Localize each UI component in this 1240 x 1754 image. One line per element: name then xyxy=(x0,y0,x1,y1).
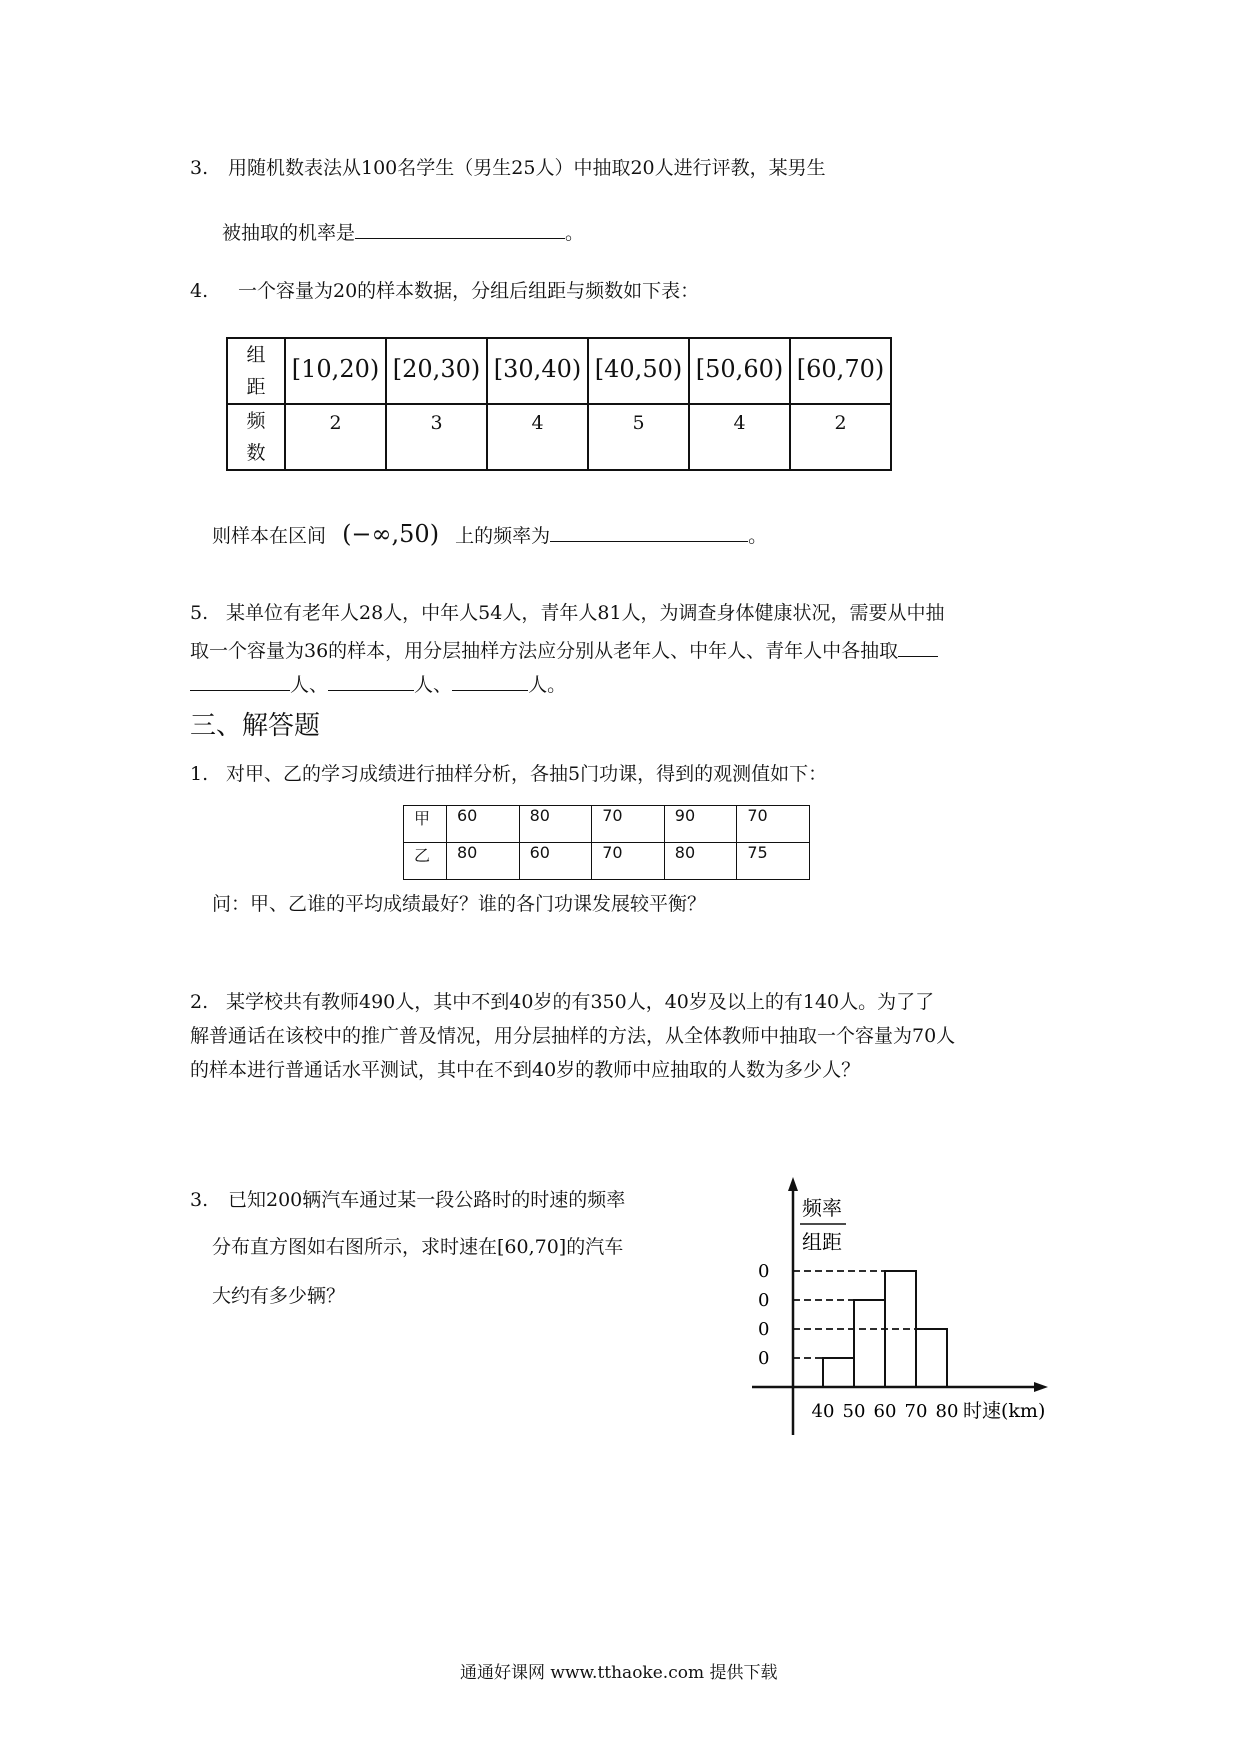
table-row-label: 组 距 xyxy=(227,338,285,404)
q5-line2-wrap xyxy=(190,636,938,663)
interval-cell: [40,50) xyxy=(588,338,689,404)
count-cell: 4 xyxy=(689,404,790,470)
interval-cell: [60,70) xyxy=(790,338,891,404)
q4-number: 4. xyxy=(190,280,209,302)
count-cell: 5 xyxy=(588,404,689,470)
histogram-bar xyxy=(916,1329,947,1387)
q3-line2: 被抽取的机率是 xyxy=(222,222,356,244)
q5-line1: 某单位有老年人28人，中年人54人，青年人81人，为调查身体健康状况，需要从中抽 xyxy=(226,602,945,624)
table-row xyxy=(404,806,810,843)
histogram-axes xyxy=(752,1177,1048,1435)
a1-number: 1. xyxy=(190,763,209,785)
score-cell: 60 xyxy=(519,843,592,880)
q4-intro: 一个容量为20的样本数据，分组后组距与频数如下表： xyxy=(238,280,700,302)
q3-answer-blank[interactable] xyxy=(355,218,565,239)
y-tick-label: 0 xyxy=(758,1319,770,1340)
a3-line2: 分布直方图如右图所示，求时速在[60,70]的汽车 xyxy=(212,1236,624,1258)
scores-table xyxy=(403,805,810,880)
q5-blank-1a[interactable] xyxy=(898,636,938,657)
table-row-label: 频 数 xyxy=(227,404,285,470)
score-cell: 70 xyxy=(737,806,810,843)
a2-number: 2. xyxy=(190,991,209,1013)
q5-blank-3[interactable] xyxy=(452,670,528,691)
x-tick-label: 50 xyxy=(842,1401,866,1422)
histogram-bar xyxy=(823,1358,854,1387)
score-cell: 80 xyxy=(447,843,520,880)
score-cell: 80 xyxy=(664,843,737,880)
x-tick-label: 40 xyxy=(811,1401,835,1422)
score-cell: 80 xyxy=(519,806,592,843)
count-cell: 4 xyxy=(487,404,588,470)
a2-line2: 解普通话在该校中的推广普及情况，用分层抽样的方法，从全体教师中抽取一个容量为70人 xyxy=(190,1025,956,1047)
interval-cell: [30,40) xyxy=(487,338,588,404)
score-cell: 70 xyxy=(592,843,665,880)
a3-number: 3. xyxy=(190,1189,209,1211)
q4-question xyxy=(212,520,767,549)
section-heading: 三、解答题 xyxy=(190,711,321,741)
q3-line1: 用随机数表法从100名学生（男生25人）中抽取20人进行评教，某男生 xyxy=(228,157,826,179)
x-tick-label: 60 xyxy=(873,1401,897,1422)
x-tick-label: 80 xyxy=(935,1401,959,1422)
interval-cell: [50,60) xyxy=(689,338,790,404)
a1-intro: 对甲、乙的学习成绩进行抽样分析，各抽5门功课，得到的观测值如下： xyxy=(226,763,828,785)
count-cell: 2 xyxy=(285,404,386,470)
q3-number: 3. xyxy=(190,157,209,179)
q4-question-post: 上的频率为 xyxy=(455,525,551,547)
q5-number: 5. xyxy=(190,602,209,624)
a3-line1: 已知200辆汽车通过某一段公路时的时速的频率 xyxy=(228,1189,626,1211)
y-tick-label: 0 xyxy=(758,1348,770,1369)
y-tick-label: 0 xyxy=(758,1261,770,1282)
row-label: 甲 xyxy=(404,806,447,843)
q4-question-pre: 则样本在区间 xyxy=(212,525,327,547)
histogram-bar xyxy=(885,1271,916,1387)
speed-histogram xyxy=(740,1165,1100,1435)
interval-cell: [20,30) xyxy=(386,338,487,404)
ylabel-top: 频率 xyxy=(802,1196,842,1220)
q5-blank-2[interactable] xyxy=(328,670,414,691)
row-label: 乙 xyxy=(404,843,447,880)
q4-end: 。 xyxy=(748,525,768,547)
score-cell: 75 xyxy=(737,843,810,880)
y-tick-label: 0 xyxy=(758,1290,770,1311)
table-row xyxy=(404,843,810,880)
score-cell: 90 xyxy=(664,806,737,843)
x-axis-label: 时速(km) xyxy=(963,1400,1046,1422)
histogram-bar xyxy=(854,1300,885,1387)
frequency-table xyxy=(226,337,892,471)
footer-text: 通通好课网 www.tthaoke.com 提供下载 xyxy=(460,1663,778,1683)
score-cell: 60 xyxy=(447,806,520,843)
q3-end: 。 xyxy=(565,222,585,244)
score-cell: 70 xyxy=(592,806,665,843)
interval-cell: [10,20) xyxy=(285,338,386,404)
count-cell: 2 xyxy=(790,404,891,470)
x-tick-label: 70 xyxy=(904,1401,928,1422)
a2-line1: 某学校共有教师490人，其中不到40岁的有350人，40岁及以上的有140人。为了了 xyxy=(226,991,935,1013)
a3-line3: 大约有多少辆？ xyxy=(212,1285,346,1307)
ylabel-bottom: 组距 xyxy=(802,1230,842,1254)
a1-question: 问：甲、乙谁的平均成绩最好？谁的各门功课发展较平衡？ xyxy=(212,893,707,915)
q5-blank-1b[interactable] xyxy=(190,670,290,691)
q5-line2: 取一个容量为36的样本，用分层抽样方法应分别从老年人、中年人、青年人中各抽取 xyxy=(190,640,899,662)
q5-line3: 人、 人、 人。 xyxy=(190,670,566,697)
a2-line3: 的样本进行普通话水平测试，其中在不到40岁的教师中应抽取的人数为多少人？ xyxy=(190,1059,861,1081)
count-cell: 3 xyxy=(386,404,487,470)
q3-line2-wrap xyxy=(222,218,584,245)
q4-interval: (−∞,50) xyxy=(342,520,440,548)
q4-answer-blank[interactable] xyxy=(550,521,748,542)
